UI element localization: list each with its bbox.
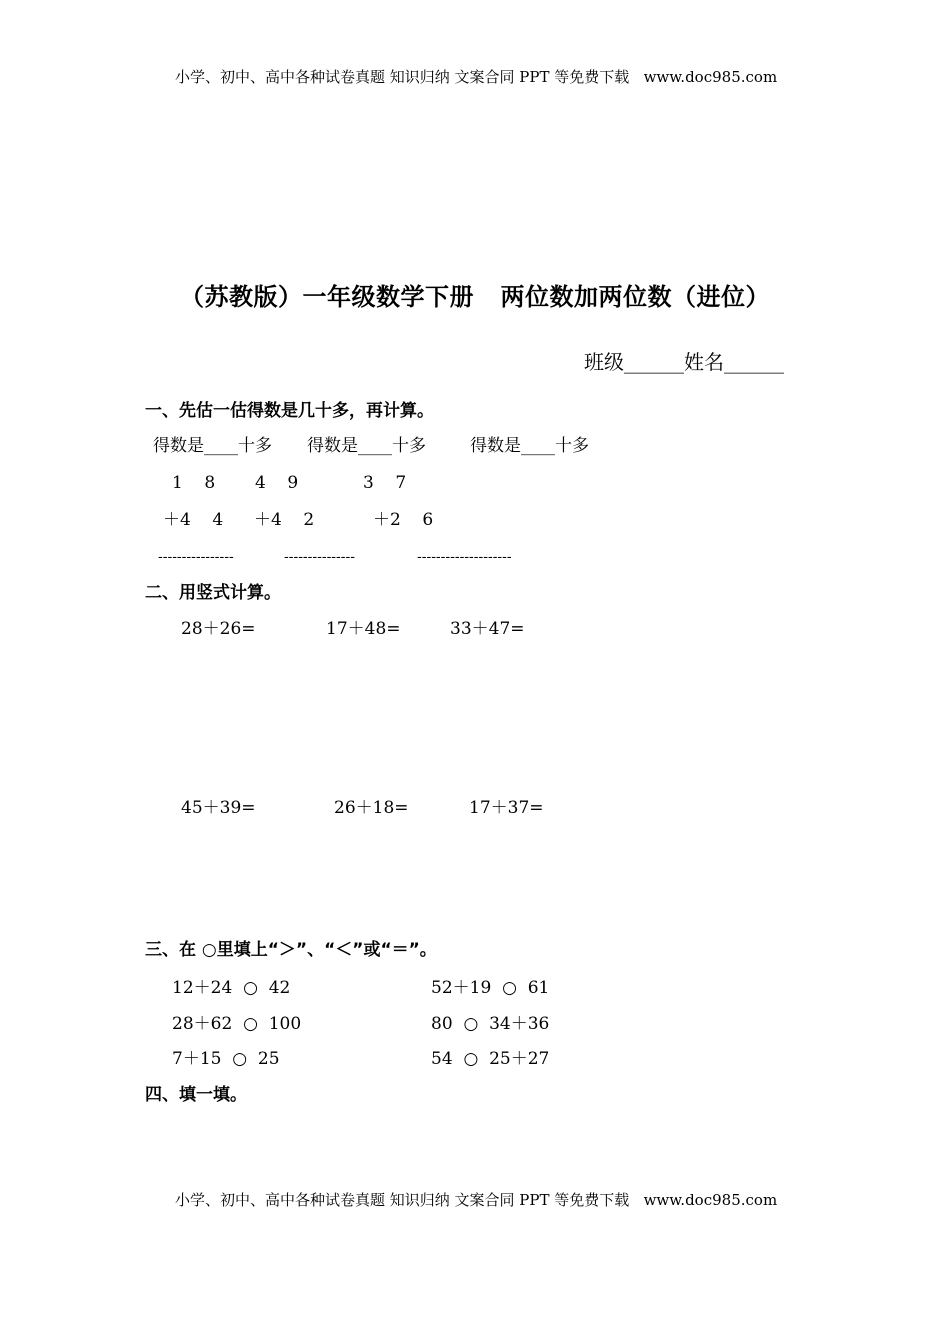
class-name-line: 班级______姓名______: [584, 350, 784, 374]
section-4-heading: 四、填一填。: [145, 1085, 247, 1105]
estimate-2: 得数是____十多: [307, 436, 426, 456]
compare-item-2: 52＋19 ○ 61: [431, 978, 550, 998]
problem-2-line: ---------------: [284, 549, 355, 565]
vertical-calc-1: 28＋26=: [181, 619, 256, 639]
problem-1-bottom: ＋4 4: [163, 510, 224, 530]
worksheet-title: （苏教版）一年级数学下册 两位数加两位数（进位）: [179, 283, 771, 311]
vertical-calc-6: 17＋37=: [469, 798, 544, 818]
problem-2-bottom: ＋4 2: [254, 510, 315, 530]
problem-1-line: ----------------: [158, 549, 234, 565]
estimate-1: 得数是____十多: [153, 436, 272, 456]
section-1-heading: 一、先估一估得数是几十多，再计算。: [145, 401, 434, 421]
estimate-3: 得数是____十多: [470, 436, 589, 456]
problem-1-top: 1 8: [172, 473, 216, 493]
section-3-heading: 三、在 ○里填上“＞”、“＜”或“＝”。: [145, 940, 437, 960]
compare-item-6: 54 ○ 25＋27: [431, 1049, 550, 1069]
compare-item-5: 7＋15 ○ 25: [172, 1049, 280, 1069]
page-header: 小学、初中、高中各种试卷真题 知识归纳 文案合同 PPT 等免费下载 www.doc985.com: [175, 68, 778, 86]
vertical-calc-2: 17＋48=: [326, 619, 401, 639]
vertical-calc-3: 33＋47=: [450, 619, 525, 639]
page-footer: 小学、初中、高中各种试卷真题 知识归纳 文案合同 PPT 等免费下载 www.doc985.com: [175, 1191, 778, 1209]
problem-3-top: 3 7: [363, 473, 407, 493]
compare-item-1: 12＋24 ○ 42: [172, 978, 291, 998]
vertical-calc-5: 26＋18=: [334, 798, 409, 818]
compare-item-3: 28＋62 ○ 100: [172, 1014, 302, 1034]
problem-3-line: --------------------: [417, 549, 512, 565]
problem-2-top: 4 9: [255, 473, 299, 493]
section-2-heading: 二、用竖式计算。: [145, 583, 281, 603]
problem-3-bottom: ＋2 6: [373, 510, 434, 530]
vertical-calc-4: 45＋39=: [181, 798, 256, 818]
compare-item-4: 80 ○ 34＋36: [431, 1014, 550, 1034]
